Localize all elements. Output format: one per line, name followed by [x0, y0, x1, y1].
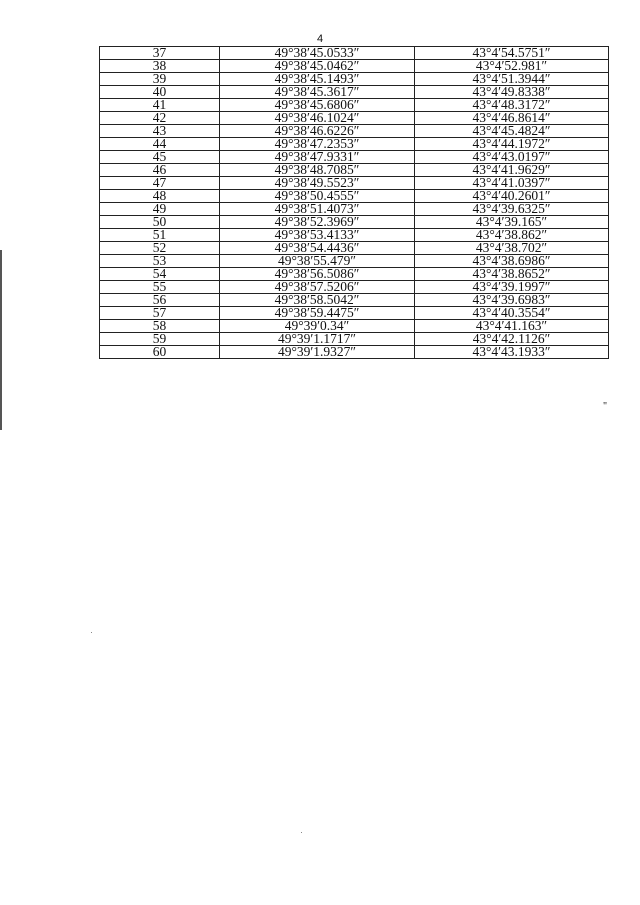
longitude-cell: 43°4′49.8338″	[415, 86, 609, 99]
table-row	[100, 333, 609, 346]
scan-speck	[91, 632, 92, 633]
longitude-cell: 43°4′52.981″	[415, 60, 609, 73]
point-number-cell: 57	[100, 307, 220, 320]
point-number-cell: 37	[100, 47, 220, 60]
table-row	[100, 112, 609, 125]
table-row	[100, 138, 609, 151]
latitude-cell: 49°39′0.34″	[220, 320, 415, 333]
point-number-cell: 45	[100, 151, 220, 164]
point-number-cell: 56	[100, 294, 220, 307]
point-number-cell: 49	[100, 203, 220, 216]
table-row	[100, 255, 609, 268]
longitude-cell: 43°4′42.1126″	[415, 333, 609, 346]
longitude-cell: 43°4′51.3944″	[415, 73, 609, 86]
latitude-cell: 49°38′50.4555″	[220, 190, 415, 203]
point-number-cell: 41	[100, 99, 220, 112]
point-number-cell: 42	[100, 112, 220, 125]
table-row	[100, 320, 609, 333]
latitude-cell: 49°38′45.0462″	[220, 60, 415, 73]
table-row	[100, 229, 609, 242]
point-number-cell: 59	[100, 333, 220, 346]
longitude-cell: 43°4′39.6983″	[415, 294, 609, 307]
point-number-cell: 60	[100, 346, 220, 359]
table-row	[100, 346, 609, 359]
table-row	[100, 242, 609, 255]
table-row	[100, 177, 609, 190]
table-row	[100, 86, 609, 99]
point-number-cell: 52	[100, 242, 220, 255]
longitude-cell: 43°4′38.702″	[415, 242, 609, 255]
point-number-cell: 39	[100, 73, 220, 86]
longitude-cell: 43°4′46.8614″	[415, 112, 609, 125]
latitude-cell: 49°38′45.6806″	[220, 99, 415, 112]
latitude-cell: 49°38′53.4133″	[220, 229, 415, 242]
point-number-cell: 58	[100, 320, 220, 333]
table-row	[100, 216, 609, 229]
longitude-cell: 43°4′38.862″	[415, 229, 609, 242]
latitude-cell: 49°38′58.5042″	[220, 294, 415, 307]
latitude-cell: 49°38′47.2353″	[220, 138, 415, 151]
point-number-cell: 46	[100, 164, 220, 177]
longitude-cell: 43°4′38.6986″	[415, 255, 609, 268]
table-row	[100, 190, 609, 203]
longitude-cell: 43°4′39.1997″	[415, 281, 609, 294]
latitude-cell: 49°38′52.3969″	[220, 216, 415, 229]
table-row	[100, 73, 609, 86]
latitude-cell: 49°38′47.9331″	[220, 151, 415, 164]
latitude-cell: 49°38′46.6226″	[220, 125, 415, 138]
latitude-cell: 49°38′45.3617″	[220, 86, 415, 99]
point-number-cell: 55	[100, 281, 220, 294]
table-row	[100, 125, 609, 138]
closing-quote-mark: "	[603, 401, 608, 412]
latitude-cell: 49°38′54.4436″	[220, 242, 415, 255]
table-row	[100, 164, 609, 177]
latitude-cell: 49°38′45.0533″	[220, 47, 415, 60]
point-number-cell: 51	[100, 229, 220, 242]
longitude-cell: 43°4′44.1972″	[415, 138, 609, 151]
table-row	[100, 203, 609, 216]
longitude-cell: 43°4′39.6325″	[415, 203, 609, 216]
latitude-cell: 49°39′1.1717″	[220, 333, 415, 346]
longitude-cell: 43°4′38.8652″	[415, 268, 609, 281]
longitude-cell: 43°4′41.0397″	[415, 177, 609, 190]
longitude-cell: 43°4′41.9629″	[415, 164, 609, 177]
latitude-cell: 49°38′57.5206″	[220, 281, 415, 294]
point-number-cell: 40	[100, 86, 220, 99]
latitude-cell: 49°38′49.5523″	[220, 177, 415, 190]
longitude-cell: 43°4′40.3554″	[415, 307, 609, 320]
longitude-cell: 43°4′54.5751″	[415, 47, 609, 60]
scan-speck	[301, 832, 302, 833]
longitude-cell: 43°4′48.3172″	[415, 99, 609, 112]
latitude-cell: 49°38′55.479″	[220, 255, 415, 268]
point-number-cell: 44	[100, 138, 220, 151]
point-number-cell: 50	[100, 216, 220, 229]
latitude-cell: 49°38′56.5086″	[220, 268, 415, 281]
page-number: 4	[316, 33, 324, 45]
table-row	[100, 151, 609, 164]
table-row	[100, 294, 609, 307]
latitude-cell: 49°38′51.4073″	[220, 203, 415, 216]
table-row	[100, 268, 609, 281]
point-number-cell: 48	[100, 190, 220, 203]
latitude-cell: 49°38′46.1024″	[220, 112, 415, 125]
longitude-cell: 43°4′41.163″	[415, 320, 609, 333]
longitude-cell: 43°4′40.2601″	[415, 190, 609, 203]
scan-margin-mark	[0, 250, 2, 430]
point-number-cell: 53	[100, 255, 220, 268]
latitude-cell: 49°38′48.7085″	[220, 164, 415, 177]
table-row	[100, 307, 609, 320]
table-row	[100, 99, 609, 112]
table-row	[100, 60, 609, 73]
table-row	[100, 281, 609, 294]
coordinates-table-body	[100, 47, 609, 359]
longitude-cell: 43°4′45.4824″	[415, 125, 609, 138]
point-number-cell: 43	[100, 125, 220, 138]
longitude-cell: 43°4′43.0197″	[415, 151, 609, 164]
point-number-cell: 47	[100, 177, 220, 190]
longitude-cell: 43°4′43.1933″	[415, 346, 609, 359]
point-number-cell: 38	[100, 60, 220, 73]
longitude-cell: 43°4′39.165″	[415, 216, 609, 229]
coordinates-table	[99, 46, 609, 359]
point-number-cell: 54	[100, 268, 220, 281]
latitude-cell: 49°39′1.9327″	[220, 346, 415, 359]
latitude-cell: 49°38′59.4475″	[220, 307, 415, 320]
table-row	[100, 47, 609, 60]
latitude-cell: 49°38′45.1493″	[220, 73, 415, 86]
